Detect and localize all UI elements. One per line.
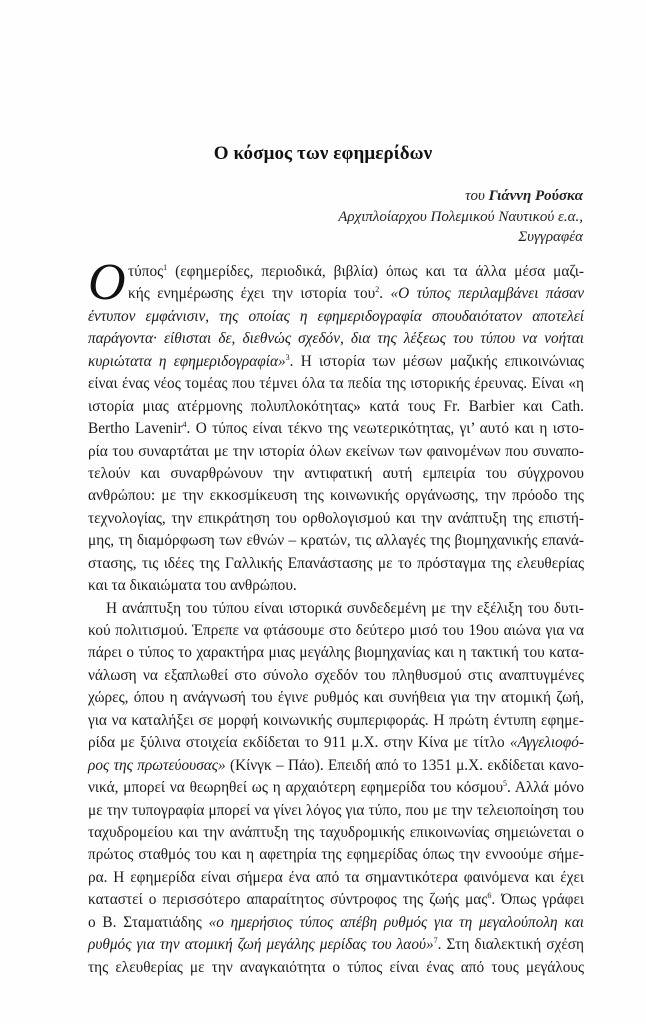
- text-segment: στασης, τις ιδέες της Γαλλικής Επανάστασης με το πρόσταγμα της ελευθερίας: [88, 554, 584, 572]
- text-line: [88, 732, 584, 754]
- text-segment: χώρες, όπου η ανάγνωσή του έγινε ρυθμός και συνήθεια για την ατομική ζωή,: [88, 689, 584, 707]
- drop-cap: Ο: [88, 254, 126, 311]
- author-name: Γιάννη Ρούσκα: [488, 188, 583, 204]
- footnote-ref: 5: [503, 778, 508, 788]
- text-line: [88, 553, 584, 575]
- text-line: [88, 575, 584, 597]
- italic-quote: ρυθμός για την ατομική ζωή μεγάλης μερίδας του λαού»: [88, 936, 434, 954]
- text-line: [88, 261, 584, 283]
- text-line: [88, 283, 584, 305]
- text-segment: . Όπως γράφει: [491, 891, 584, 909]
- text-line: [88, 418, 584, 440]
- text-line: [88, 530, 584, 552]
- text-segment: ρίδα με ξύλινα στοιχεία εκδίδεται το 911 μ.Χ. στην Κίνα με τίτλο: [88, 734, 510, 752]
- italic-quote: «Ο τύπος περιλαμβάνει πάσαν: [390, 285, 584, 303]
- text-line: [88, 867, 584, 889]
- text-segment: ταχυδρομείου και την ανάπτυξη της ταχυδρομικής επικοινωνίας σημειώνεται ο: [88, 823, 584, 841]
- text-segment: πάρει ο τύπος το χαρακτήρα μιας μεγάλης βιομηχανίας και η τακτική του κατα-: [88, 644, 584, 662]
- italic-quote: έντυπον εμφάνισιν, της οποίας η εφημεριδογραφία σπουδαιότατον αποτελεί: [88, 307, 584, 325]
- italic-quote: παράγοντα· είθισται δε, διεθνώς σχεδόν, δια της λέξεως του τύπου να νοήται: [88, 330, 584, 348]
- text-line: [88, 351, 584, 373]
- text-segment: ιστορία μιας ατέρμονης πολυπλοκότητας» κατά τους Fr. Barbier και Cath.: [88, 397, 584, 415]
- text-segment: (Κίνγκ – Πάο). Επειδή από το 1351 μ.Χ. εκδίδεται κανο-: [225, 756, 585, 774]
- footnote-ref: 4: [182, 419, 187, 429]
- text-segment: πρώτος σταθμός του και η αφετηρία της εφημερίδας όπως την εννοούμε σήμε-: [88, 846, 584, 864]
- text-segment: . Ο τύπος είναι τέκνο της νεωτερικότητας, γι’ αυτό και η ιστο-: [186, 420, 584, 438]
- text-segment: (εφημερίδες, περιοδικά, βιβλία) όπως και τα άλλα μέσα μαζι-: [167, 263, 584, 280]
- text-segment: ο Β. Σταματιάδης: [88, 913, 209, 931]
- text-segment: ρα. Η εφημερίδα είναι σήμερα ένα από τα σημαντικότερα φαινόμενα και έχει: [88, 868, 584, 886]
- text-line: [88, 687, 584, 709]
- text-segment: νικά, μπορεί να θεωρηθεί ως η αρχαιότερη εφημερίδα του κόσμου: [88, 779, 504, 797]
- text-segment: Η ανάπτυξη του τύπου είναι ιστορικά συνδεδεμένη με την εξέλιξη του δυτι-: [106, 599, 584, 617]
- text-segment: με την τυπογραφία μπορεί να γίνει λόγος για τύπο, που με την τελειοποίηση του: [88, 801, 584, 819]
- text-line: [88, 957, 584, 979]
- text-line: [88, 889, 584, 911]
- footnote-ref: 1: [163, 262, 168, 272]
- text-line: [88, 463, 584, 485]
- text-line: [88, 328, 584, 350]
- text-line: [88, 844, 584, 866]
- text-segment: ρία του συναρτάται με την ιστορία όλων εκείνων των φαινομένων που συναπο-: [88, 442, 584, 460]
- text-segment: και τα δικαιώματα του ανθρώπου.: [88, 577, 297, 595]
- text-segment: Bertho Lavenir: [88, 420, 183, 438]
- text-line: [88, 396, 584, 418]
- italic-quote: «ο ημερήσιος τύπος απέβη ρυθμός για τη μεγαλούπολη και: [208, 913, 584, 931]
- text-line: [88, 755, 584, 777]
- text-line: [88, 485, 584, 507]
- text-segment: κού πολιτισμού. Έπρεπε να φτάσουμε στο δεύτερο μισό του 19ου αιώνα για να: [88, 622, 584, 639]
- text-line: [88, 777, 584, 799]
- text-line: [88, 508, 584, 530]
- author-line: [338, 186, 583, 207]
- text-segment: της ελευθερίας με την αναγκαιότητα ο τύπος είναι ένας από τους μεγάλους: [88, 958, 584, 976]
- text-segment: . Η ιστορία των μέσων μαζικής επικοινώνιας: [289, 352, 584, 370]
- text-line: [88, 306, 584, 328]
- italic-quote: κυριώτατα η εφημεριδογραφία»: [88, 352, 286, 370]
- footnote-ref: 7: [433, 936, 438, 946]
- article-body: [88, 254, 585, 979]
- footnote-ref: 3: [285, 352, 290, 362]
- text-segment: .: [379, 285, 391, 303]
- text-segment: . Στη διαλεκτική σχέση: [437, 936, 584, 954]
- text-segment: είναι ένας νέος τομέας που τέμνει όλα τα πεδία της ιστορικής έρευνας. Είναι «η: [88, 375, 584, 393]
- text-segment: τύπος: [128, 263, 164, 280]
- text-line: [88, 665, 584, 687]
- text-segment: ανθρώπου: με την εκκοσμίκευση της κοινωνικής οργάνωσης, την πρόοδο της: [88, 487, 584, 505]
- text-line: [88, 710, 584, 732]
- text-line: [88, 912, 584, 934]
- author-role: Συγγραφέα: [518, 229, 583, 245]
- text-segment: κής ενημέρωσης έχει την ιστορία του: [128, 285, 376, 303]
- text-line: [88, 934, 584, 956]
- text-segment: τεχνολογίας, την επικράτηση του ορθολογισμού και την ανάπτυξη της επιστή-: [88, 509, 584, 527]
- text-line: [88, 441, 584, 463]
- text-line: [88, 373, 584, 395]
- byline: [338, 186, 583, 248]
- text-segment: νάλωση να εξαπλωθεί στο σύνολο σχεδόν του πληθυσμού στις αναπτυγμένες: [88, 666, 584, 684]
- author-rank: Αρχιπλοίαρχου Πολεμικού Ναυτικού ε.α.,: [338, 208, 583, 225]
- text-line: [88, 800, 584, 822]
- article-title: Ο κόσμος των εφημερίδων: [213, 143, 433, 164]
- text-segment: μης, τη διαμόρφωση των εθνών – κρατών, τις αλλαγές της βιομηχανικής επανά-: [88, 532, 584, 550]
- footnote-ref: 2: [375, 285, 380, 295]
- text-segment: για να καταλήξει σε μορφή κοινωνικής συμπεριφοράς. Η πρώτη έντυπη εφημε-: [88, 711, 584, 729]
- italic-quote: ρος της πρωτεύουσας»: [88, 756, 226, 774]
- author-prefix: του: [465, 188, 489, 204]
- text-line: [88, 822, 584, 844]
- footnote-ref: 6: [487, 891, 492, 901]
- text-line: [88, 598, 584, 620]
- text-line: [88, 620, 584, 642]
- text-segment: καταστεί ο περισσότερο απαραίτητος σύντροφος της ζωής μας: [88, 891, 488, 909]
- text-segment: τελούν και συναρθρώνουν την αντιφατική αυτή εμπειρία του σύγχρονου: [88, 464, 584, 482]
- italic-quote: «Αγγελιοφό-: [509, 734, 584, 752]
- text-line: [88, 642, 584, 664]
- text-segment: . Αλλά μόνο: [507, 779, 584, 797]
